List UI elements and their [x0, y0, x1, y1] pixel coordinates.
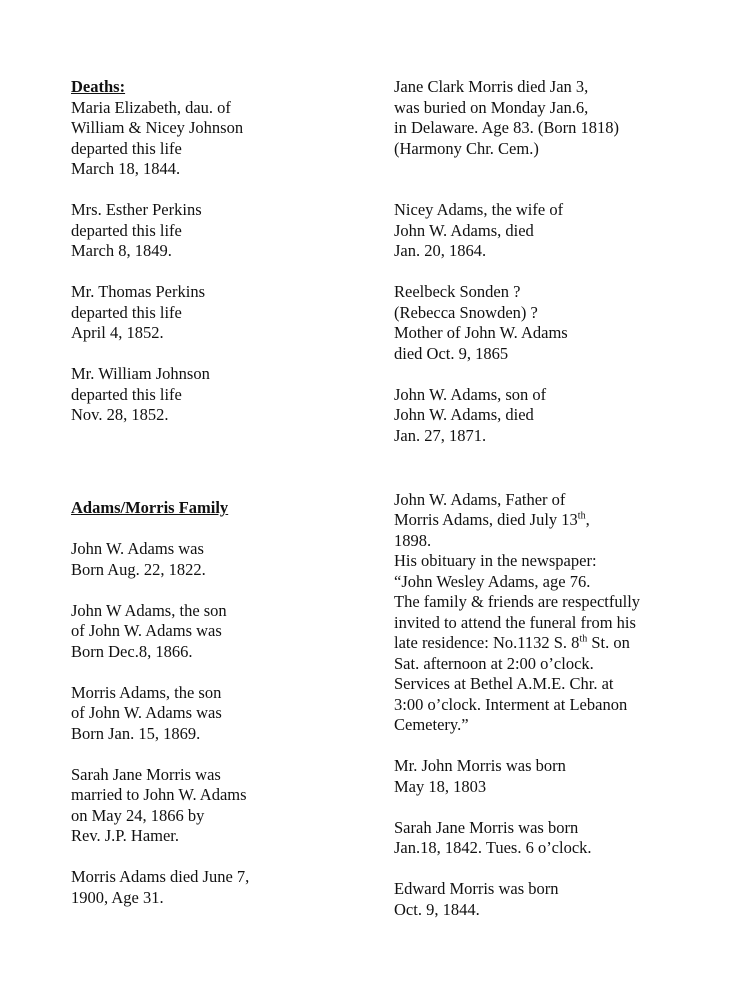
entry-line: invited to attend the funeral from his [394, 612, 636, 632]
family-heading: Adams/Morris Family [71, 498, 229, 517]
entry-text: late residence: No.1132 S. 8 [394, 633, 580, 652]
death-entry [71, 98, 371, 180]
entry-line: John W Adams, the son [71, 600, 227, 620]
entry-line: (Rebecca Snowden) ? [394, 302, 538, 322]
entry-line: John W. Adams, died [394, 405, 534, 424]
entry-line: Jan. 27, 1871. [394, 425, 487, 445]
entry-line: John W. Adams was [71, 539, 204, 558]
entry-line: Sarah Jane Morris was [71, 764, 221, 784]
entry-line: 3:00 o’clock. Interment at Lebanon [394, 694, 628, 714]
record-entry [394, 77, 714, 159]
record-entry [394, 879, 714, 920]
entry-line: on May 24, 1866 by [71, 805, 205, 825]
entry-line: Born Dec.8, 1866. [71, 641, 193, 661]
record-entry [394, 385, 714, 447]
entry-line: 1900, Age 31. [71, 887, 164, 907]
entry-line: The family & friends are respectfully [394, 592, 641, 611]
entry-line: John W. Adams, died [394, 220, 534, 240]
entry-line: Mrs. Esther Perkins [71, 200, 202, 219]
right-column [394, 77, 714, 941]
entry-line: May 18, 1803 [394, 776, 487, 796]
entry-line: Mr. John Morris was born [394, 756, 566, 775]
entry-line: died Oct. 9, 1865 [394, 343, 509, 363]
family-entry [71, 683, 371, 745]
entry-line: Nicey Adams, the wife of [394, 200, 564, 219]
entry-line: Jan.18, 1842. Tues. 6 o’clock. [394, 838, 592, 857]
entry-line: Cemetery.” [394, 715, 469, 734]
entry-line: Morris Adams died June 7, [71, 867, 250, 886]
entry-line: 1898. [394, 530, 432, 550]
entry-line: (Harmony Chr. Cem.) [394, 138, 539, 158]
family-entry [71, 601, 371, 663]
family-entry [71, 867, 371, 908]
entry-line: Born Aug. 22, 1822. [71, 559, 206, 579]
entry-line: Maria Elizabeth, dau. of [71, 97, 231, 117]
entry-line: Jane Clark Morris died Jan 3, [394, 77, 589, 96]
entry-line: John W. Adams, Father of [394, 489, 566, 509]
entry-line [394, 633, 714, 654]
entry-line: Mother of John W. Adams [394, 323, 568, 342]
entry-line: Sat. afternoon at 2:00 o’clock. [394, 653, 594, 673]
entry-line: of John W. Adams was [71, 703, 222, 722]
deaths-heading: Deaths: [71, 77, 126, 96]
death-entry [71, 364, 371, 426]
entry-line: departed this life [71, 384, 182, 404]
left-column [71, 77, 371, 929]
entry-line: Sarah Jane Morris was born [394, 817, 579, 837]
entry-line: departed this life [71, 302, 182, 322]
obituary-entry [394, 490, 714, 736]
entry-line: departed this life [71, 220, 182, 240]
family-entry [71, 539, 371, 580]
entry-line: “John Wesley Adams, age 76. [394, 571, 591, 591]
entry-line: March 8, 1849. [71, 241, 172, 260]
entry-line: in Delaware. Age 83. (Born 1818) [394, 118, 619, 137]
entry-line: William & Nicey Johnson [71, 118, 244, 137]
entry-line: of John W. Adams was [71, 621, 222, 640]
entry-line [394, 510, 714, 531]
entry-line: Mr. Thomas Perkins [71, 282, 205, 301]
entry-text: , [585, 510, 590, 529]
entry-line: Edward Morris was born [394, 879, 559, 898]
death-entry [71, 200, 371, 262]
entry-line: was buried on Monday Jan.6, [394, 97, 589, 117]
ordinal-suffix: th [577, 510, 586, 522]
entry-line: Oct. 9, 1844. [394, 899, 480, 919]
entry-line: departed this life [71, 138, 182, 158]
death-entry [71, 282, 371, 344]
entry-line: Morris Adams, the son [71, 682, 222, 702]
entry-line: Reelbeck Sonden ? [394, 282, 521, 301]
entry-line: Jan. 20, 1864. [394, 241, 487, 260]
ordinal-suffix: th [579, 633, 588, 645]
entry-text: St. on [587, 633, 630, 652]
family-entry [71, 765, 371, 847]
record-entry [394, 282, 714, 364]
entry-line: John W. Adams, son of [394, 384, 547, 404]
entry-line: April 4, 1852. [71, 323, 164, 342]
entry-line: His obituary in the newspaper: [394, 551, 597, 570]
entry-line: married to John W. Adams [71, 785, 247, 804]
record-entry [394, 756, 714, 797]
entry-line: Nov. 28, 1852. [71, 405, 169, 424]
entry-line: Rev. J.P. Hamer. [71, 826, 180, 845]
record-entry [394, 818, 714, 859]
entry-line: Born Jan. 15, 1869. [71, 723, 201, 743]
entry-text: Morris Adams, died July 13 [394, 510, 578, 529]
entry-line: March 18, 1844. [71, 159, 181, 178]
entry-line: Mr. William Johnson [71, 364, 210, 383]
record-entry [394, 200, 714, 262]
entry-line: Services at Bethel A.M.E. Chr. at [394, 674, 614, 693]
